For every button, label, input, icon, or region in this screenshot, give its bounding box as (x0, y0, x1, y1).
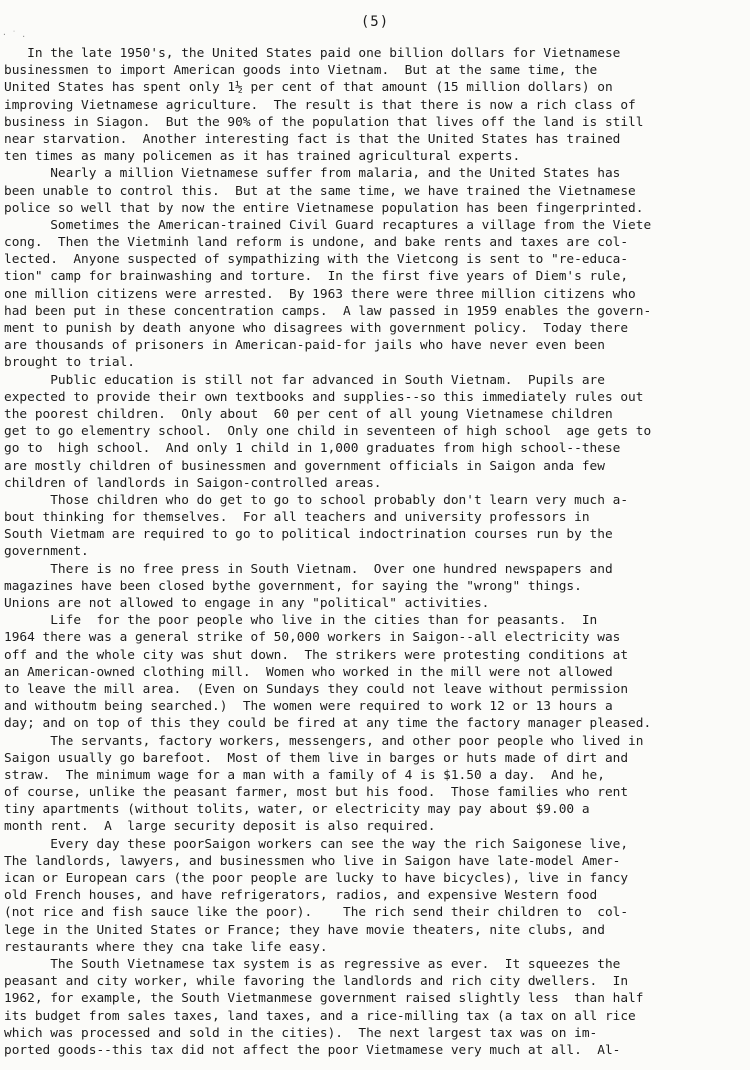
text-line: The South Vietnamese tax system is as regressive as ever. It squeezes the (4, 956, 621, 972)
text-line: South Vietmam are required to go to political indoctrination courses run by the (4, 527, 613, 543)
text-line: ican or European cars (the poor people are lucky to have bicycles), live in fancy (4, 871, 629, 886)
text-line: get to go elementry school. Only one child in seventeen of high school age gets to (4, 424, 652, 440)
text-line: improving Vietnamese agriculture. The result is that there is now a rich class of (4, 97, 636, 113)
text-line: There is no free press in South Vietnam. Over one hundred newspapers and (4, 561, 613, 577)
text-line: tion" camp for brainwashing and torture. In the first five years of Diem's rule, (4, 269, 629, 285)
text-line: 1962, for example, the South Vietmanmese government raised slightly less than half (4, 991, 644, 1007)
text-line: Life for the poor people who live in the cities than for peasants. In (4, 613, 598, 629)
text-line: tiny apartments (without tolits, water, or electricity may pay about $9.00 a (4, 802, 590, 818)
text-line: been unable to control this. But at the same time, we have trained the Vietnamese (4, 183, 636, 199)
text-line: The servants, factory workers, messengers, and other poor people who lived in (4, 733, 644, 749)
text-line: children of landlords in Saigon-controlled areas. (4, 475, 382, 491)
text-line: are mostly children of businessmen and government officials in Saigon anda few (4, 458, 605, 474)
text-line: one million citizens were arrested. By 1963 there were three million citizens who (4, 286, 636, 302)
text-line: peasant and city worker, while favoring the landlords and rich city dwellers. In (4, 974, 629, 990)
text-line: Nearly a million Vietnamese suffer from malaria, and the United States has (4, 166, 621, 182)
text-line: to leave the mill area. (Even on Sundays they could not leave without permission (4, 681, 629, 697)
text-line: and withoutm being searched.) The women were required to work 12 or 13 hours a (4, 699, 613, 715)
text-line: its budget from sales taxes, land taxes, and a rice-milling tax (a tax on all rice (4, 1008, 636, 1024)
text-line: (not rice and fish sauce like the poor). The rich send their children to col- (4, 905, 629, 921)
text-line: brought to trial. (4, 355, 135, 371)
scan-specks: · ˙ . (2, 30, 27, 39)
text-line: Unions are not allowed to engage in any "political" activities. (4, 596, 490, 611)
text-line: an American-owned clothing mill. Women who worked in the mill were not allowed (4, 664, 613, 680)
text-line: the poorest children. Only about 60 per cent of all young Vietnamese children (4, 406, 613, 422)
text-line: ten times as many policemen as it has trained agricultural experts. (4, 149, 521, 165)
text-line: ported goods--this tax did not affect the poor Vietmamese very much at all. Al- (4, 1042, 621, 1058)
text-line: lege in the United States or France; they have movie theaters, nite clubs, and (4, 922, 605, 938)
text-line: go to high school. And only 1 child in 1,000 graduates from high school--these (4, 441, 621, 457)
text-line: Sometimes the American-trained Civil Guard recaptures a village from the Viete (4, 217, 652, 233)
text-line: Saigon usually go barefoot. Most of them live in barges or huts made of dirt and (4, 750, 629, 766)
text-line: off and the whole city was shut down. The strikers were protesting conditions at (4, 647, 629, 663)
body-text (4, 45, 651, 1059)
text-line: month rent. A large security deposit is also required. (4, 819, 436, 835)
text-line: Those children who do get to go to school probably don't learn very much a- (4, 492, 629, 508)
text-line: government. (4, 544, 89, 560)
text-line: 1964 there was a general strike of 50,000 workers in Saigon--all electricity was (4, 630, 621, 646)
text-line: Public education is still not far advanced in South Vietnam. Pupils are (4, 372, 605, 388)
text-line: are thousands of prisoners in American-paid-for jails who have never even been (4, 338, 605, 354)
text-line: cong. Then the Vietminh land reform is undone, and bake rents and taxes are col- (4, 235, 629, 251)
page-number: (5) (360, 14, 390, 30)
text-line: bout thinking for themselves. For all teachers and university professors in (4, 510, 590, 526)
text-line: ment to punish by death anyone who disagrees with government policy. Today there (4, 321, 629, 336)
text-line: old French houses, and have refrigerators, radios, and expensive Western food (4, 888, 598, 904)
text-line: near starvation. Another interesting fact is that the United States has trained (4, 131, 621, 147)
text-line: Every day these poorSaigon workers can see the way the rich Saigonese live, (4, 836, 629, 852)
text-line: The landlords, lawyers, and businessmen who live in Saigon have late-model Amer- (4, 853, 621, 869)
text-line: lected. Anyone suspected of sympathizing with the Vietcong is sent to "re-educa- (4, 252, 629, 268)
text-line: magazines have been closed bythe government, for saying the "wrong" things. (4, 578, 582, 594)
text-line: of course, unlike the peasant farmer, most but his food. Those families who rent (4, 785, 629, 801)
text-line: straw. The minimum wage for a man with a family of 4 is $1.50 a day. And he, (4, 767, 605, 783)
text-line: day; and on top of this they could be fired at any time the factory manager pleased. (4, 716, 652, 732)
text-line: restaurants where they cna take life easy. (4, 939, 328, 955)
text-line: police so well that by now the entire Vietnamese population has been fingerprinted. (4, 200, 644, 216)
text-line: In the late 1950's, the United States paid one billion dollars for Vietnamese (4, 46, 621, 61)
text-line: which was processed and sold in the cities). The next largest tax was on im- (4, 1025, 598, 1041)
text-line: businessmen to import American goods into Vietnam. But at the same time, the (4, 63, 598, 79)
text-line: business in Siagon. But the 90% of the population that lives off the land is still (4, 114, 644, 130)
text-line: had been put in these concentration camps. A law passed in 1959 enables the govern- (4, 303, 652, 319)
text-line: United States has spent only 1½ per cent of that amount (15 million dollars) on (4, 80, 613, 96)
text-line: expected to provide their own textbooks and supplies--so this immediately rules out (4, 389, 644, 405)
